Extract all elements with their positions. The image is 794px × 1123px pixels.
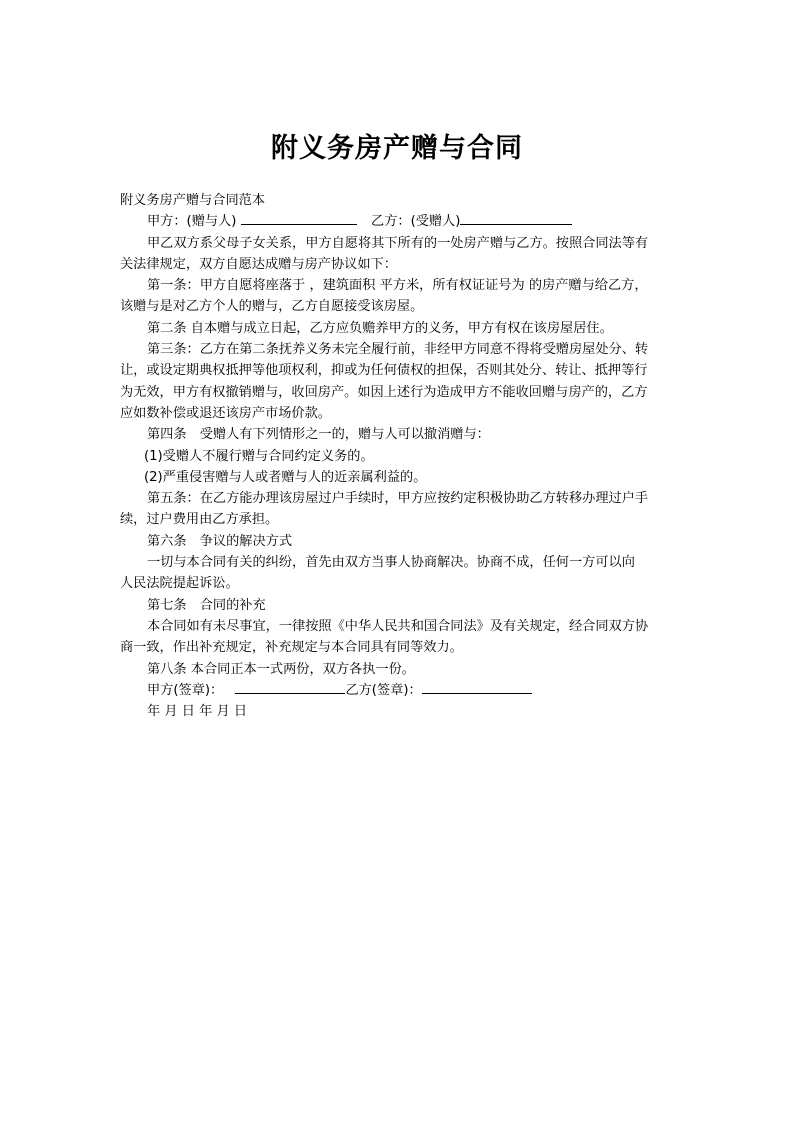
article-7-line-1: 本合同如有未尽事宜，一律按照《中华人民共和国合同法》及有关规定，经合同双方协 bbox=[147, 618, 649, 634]
document-title: 附义务房产赠与合同 bbox=[271, 133, 523, 164]
article-3-line-3: 为无效，甲方有权撤销赠与，收回房产。如因上述行为造成甲方不能收回赠与房产的，乙方 bbox=[120, 384, 648, 400]
party-a-blank bbox=[241, 211, 357, 225]
document-body bbox=[120, 190, 680, 722]
intro-line-2: 关法律规定，双方自愿达成赠与房产协议如下： bbox=[120, 256, 397, 272]
parties-line bbox=[120, 211, 680, 232]
article-5-line-1: 第五条：在乙方能办理该房屋过户手续时，甲方应按约定积极协助乙方转移办理过户手 bbox=[147, 491, 649, 507]
article-6-heading: 第六条 争议的解决方式 bbox=[147, 533, 293, 549]
date-line: 年 月 日 年 月 日 bbox=[147, 704, 248, 720]
article-2-line-1: 第二条 自本赠与成立日起，乙方应负赡养甲方的义务，甲方有权在该房屋居住。 bbox=[147, 320, 613, 336]
article-8-line-1: 第八条 本合同正本一式两份，双方各执一份。 bbox=[147, 661, 415, 677]
party-a-signature-label: 甲方(签章)： bbox=[147, 682, 224, 698]
document-subtitle: 附义务房产赠与合同范本 bbox=[120, 193, 266, 208]
party-b-blank bbox=[460, 211, 572, 225]
article-6-line-1: 一切与本合同有关的纠纷，首先由双方当事人协商解决。协商不成，任何一方可以向 bbox=[147, 555, 635, 571]
article-7-line-2: 商一致，作出补充规定，补充规定与本合同具有同等效力。 bbox=[120, 640, 463, 656]
signature-line bbox=[120, 680, 680, 701]
article-4-line-1: 第四条 受赠人有下列情形之一的，赠与人可以撤消赠与： bbox=[147, 427, 490, 443]
party-a-signature-blank bbox=[235, 680, 345, 694]
article-7-heading: 第七条 合同的补充 bbox=[147, 597, 266, 613]
article-3-line-2: 让，或设定期典权抵押等他项权利，抑或为任何债权的担保，否则其处分、转让、抵押等行 bbox=[120, 363, 648, 379]
article-3-line-4: 应如数补偿或退还该房产市场价款。 bbox=[120, 405, 331, 421]
article-4-item-2: (2)严重侵害赠与人或者赠与人的近亲属利益的。 bbox=[144, 469, 427, 485]
article-4-item-1: (1)受赠人不履行赠与合同约定义务的。 bbox=[144, 448, 374, 464]
article-1-line-2: 该赠与是对乙方个人的赠与，乙方自愿接受该房屋。 bbox=[120, 299, 424, 315]
party-a-label: 甲方：(赠与人) bbox=[147, 214, 237, 230]
article-3-line-1: 第三条：乙方在第二条抚养义务未完全履行前，非经甲方同意不得将受赠房屋处分、转 bbox=[147, 342, 649, 358]
intro-line-1: 甲乙双方系父母子女关系，甲方自愿将其下所有的一处房产赠与乙方。按照合同法等有 bbox=[147, 235, 649, 251]
article-5-line-2: 续，过户费用由乙方承担。 bbox=[120, 512, 279, 528]
party-b-label: 乙方：(受赠人) bbox=[371, 214, 461, 230]
article-1-line-1: 第一条：甲方自愿将座落于 ，建筑面积 平方米，所有权证证号为 的房产赠与给乙方， bbox=[147, 278, 648, 294]
article-6-line-2: 人民法院提起诉讼。 bbox=[120, 576, 239, 592]
party-b-signature-blank bbox=[422, 680, 532, 694]
party-b-signature-label: 乙方(签章)： bbox=[345, 682, 422, 698]
